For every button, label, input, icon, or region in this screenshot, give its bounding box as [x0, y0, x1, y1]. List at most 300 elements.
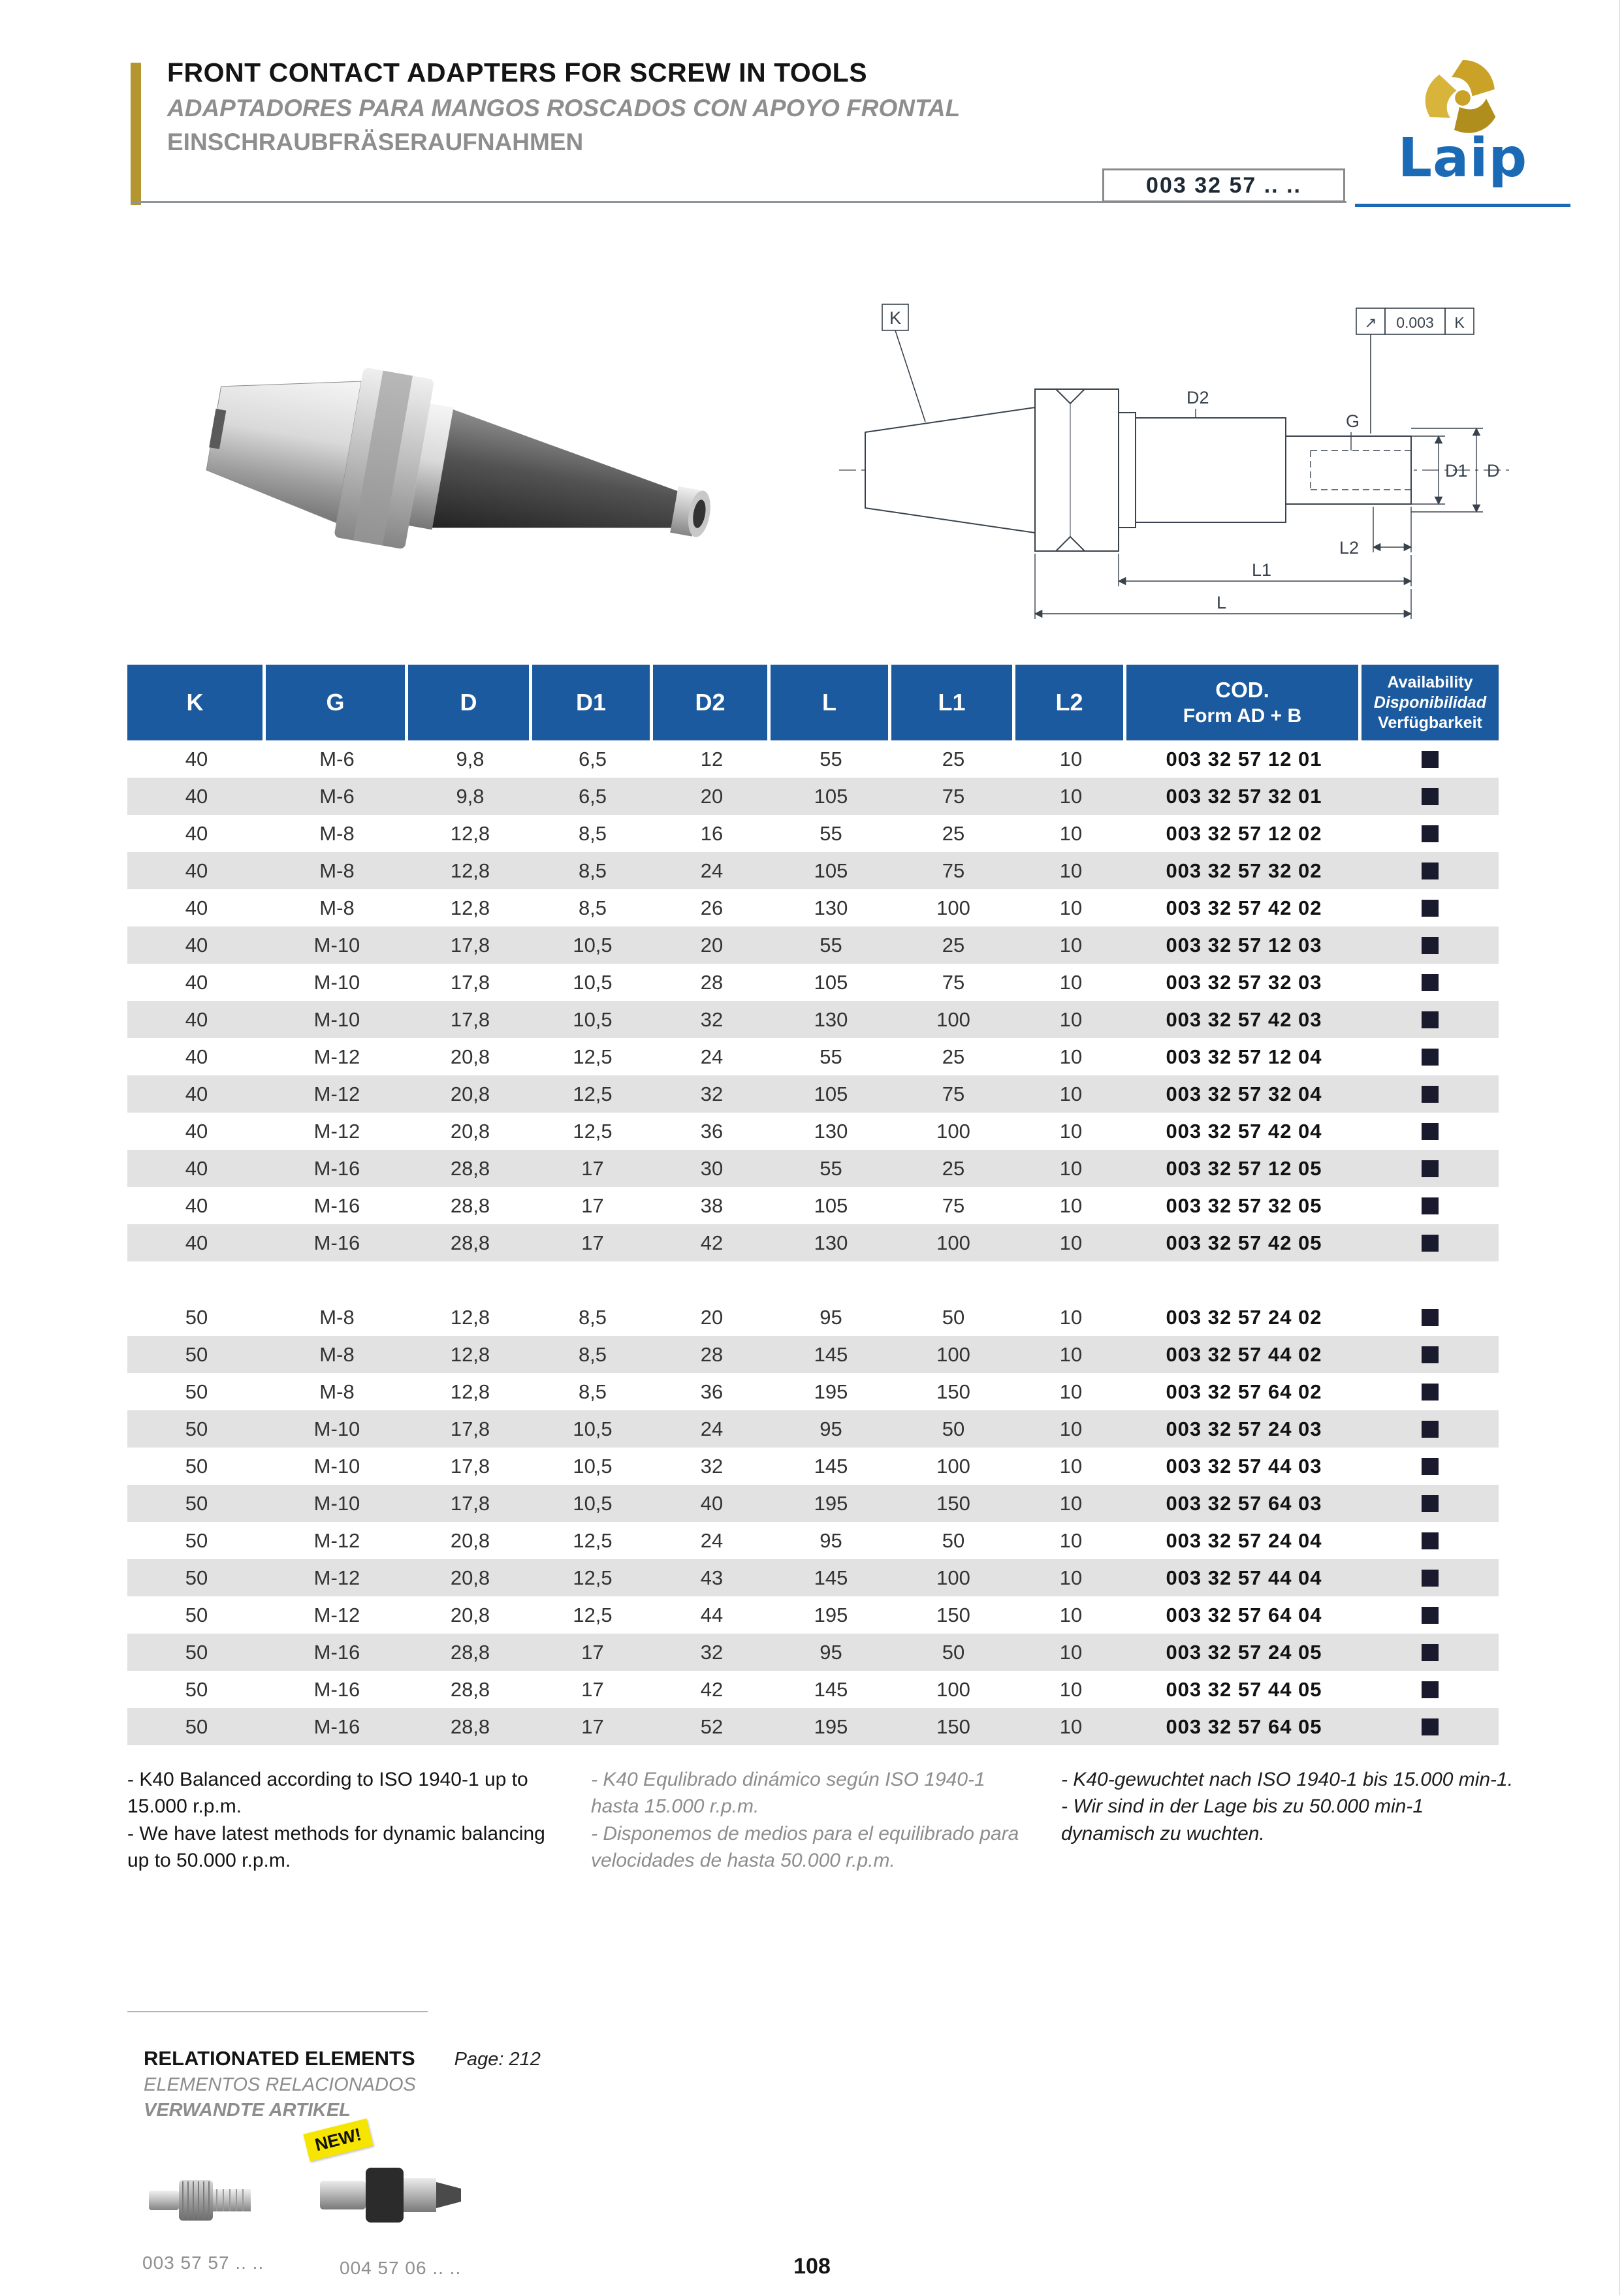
table-cell: 150 [936, 1491, 970, 1515]
availability-square [1422, 825, 1439, 842]
table-cell: 50 [942, 1528, 965, 1552]
table-cell: M-8 [319, 821, 355, 845]
table-cell: 100 [936, 896, 970, 919]
table-row [127, 1373, 1499, 1410]
table-cell-cod: 003 32 57 44 02 [1166, 1342, 1322, 1366]
table-cell-cod: 003 32 57 12 03 [1166, 933, 1322, 957]
page-edge-line [1619, 0, 1620, 2295]
table-cell: 40 [185, 747, 208, 770]
table-cell: 55 [820, 933, 842, 957]
table-cell: 10 [1059, 1715, 1083, 1738]
new-badge: NEW! [303, 2119, 373, 2162]
table-cell: M-10 [313, 970, 360, 994]
table-cell: 50 [185, 1603, 208, 1626]
table-cell: 100 [936, 1119, 970, 1143]
table-row [127, 1559, 1499, 1596]
table-cell: 17,8 [450, 933, 490, 957]
table-cell: 10,5 [573, 970, 613, 994]
table-cell: M-8 [319, 1380, 355, 1403]
table-cell: 10 [1059, 821, 1083, 845]
table-cell: 17 [581, 1640, 604, 1664]
table-cell: 12,5 [573, 1566, 613, 1589]
table-cell: 10 [1059, 896, 1083, 919]
table-cell: 50 [185, 1380, 208, 1403]
table-cell: 10 [1059, 1603, 1083, 1626]
table-cell: 12,5 [573, 1528, 613, 1552]
table-cell: 12,5 [573, 1045, 613, 1068]
table-row [127, 778, 1499, 815]
page-number: 108 [793, 2254, 831, 2279]
availability-square [1422, 1235, 1439, 1252]
table-row [127, 1485, 1499, 1522]
table-cell-availability [1361, 778, 1499, 815]
table-cell-availability [1361, 1224, 1499, 1261]
table-cell: M-12 [313, 1119, 360, 1143]
brand-logo [1355, 55, 1570, 202]
table-cell: 40 [185, 933, 208, 957]
table-cell: 8,5 [578, 1305, 607, 1329]
table-cell-availability [1361, 1373, 1499, 1410]
table-cell: 6,5 [578, 747, 607, 770]
technical-drawing [826, 294, 1528, 663]
table-cell: 10,5 [573, 1007, 613, 1031]
related-divider [127, 2011, 428, 2012]
availability-square [1422, 1681, 1439, 1698]
related-item-code-1: 003 57 57 .. .. [142, 2253, 264, 2273]
table-cell-availability [1361, 1596, 1499, 1634]
spec-table [127, 665, 1499, 1745]
col-header-k: K [127, 665, 266, 740]
availability-square [1422, 974, 1439, 991]
label-l2: L2 [1339, 538, 1360, 558]
table-cell: 50 [942, 1417, 965, 1440]
table-cell: 20,8 [450, 1045, 490, 1068]
table-cell: 20,8 [450, 1082, 490, 1105]
table-cell: 50 [185, 1677, 208, 1701]
page-title-spanish: ADAPTADORES PARA MANGOS ROSCADOS CON APOYO FRONTAL [167, 95, 961, 121]
table-cell: M-16 [313, 1231, 360, 1254]
availability-square [1422, 1160, 1439, 1177]
availability-square [1422, 1458, 1439, 1475]
table-cell: 28,8 [450, 1677, 490, 1701]
table-cell: 10 [1059, 1007, 1083, 1031]
table-cell: M-16 [313, 1677, 360, 1701]
table-cell: M-8 [319, 1305, 355, 1329]
table-cell: 25 [942, 933, 965, 957]
table-cell: 40 [185, 1231, 208, 1254]
table-cell: 105 [814, 970, 848, 994]
table-cell: 17,8 [450, 1007, 490, 1031]
tool-holder-image [150, 300, 751, 653]
availability-square [1422, 1309, 1439, 1326]
availability-header-en: Availability [1387, 673, 1473, 691]
table-cell-cod: 003 32 57 12 04 [1166, 1045, 1322, 1068]
availability-square [1422, 863, 1439, 879]
note-line: - We have latest methods for dynamic balancing up to 50.000 r.p.m. [127, 1822, 545, 1872]
table-cell: 40 [185, 1045, 208, 1068]
label-g: G [1346, 411, 1360, 431]
availability-square [1422, 1644, 1439, 1661]
table-group-gap [127, 1261, 1499, 1299]
related-title-de: VERWANDTE ARTIKEL [144, 2100, 351, 2121]
col-header-g: G [266, 665, 408, 740]
table-cell: 55 [820, 1045, 842, 1068]
table-cell-cod: 003 32 57 12 01 [1166, 747, 1322, 770]
note-line: - K40 Equlibrado dinámico según ISO 1940-1 hasta 15.000 r.p.m. [591, 1769, 985, 1818]
table-cell-cod: 003 32 57 42 05 [1166, 1231, 1322, 1254]
page-title-german: EINSCHRAUBFRÄSERAUFNAHMEN [167, 129, 584, 155]
table-cell: 50 [185, 1417, 208, 1440]
accent-bar [131, 63, 141, 205]
table-cell: 10 [1059, 933, 1083, 957]
table-cell: 10 [1059, 1454, 1083, 1478]
availability-square [1422, 1718, 1439, 1735]
table-cell: 20,8 [450, 1528, 490, 1552]
table-cell: M-6 [319, 784, 355, 808]
table-cell: 10 [1059, 1305, 1083, 1329]
availability-square [1422, 1532, 1439, 1549]
table-cell: 10 [1059, 1045, 1083, 1068]
table-cell-cod: 003 32 57 12 05 [1166, 1156, 1322, 1180]
related-elements-block [144, 2047, 541, 2121]
availability-square [1422, 1607, 1439, 1624]
table-cell: M-12 [313, 1566, 360, 1589]
table-cell: 24 [700, 859, 724, 882]
table-cell: 20 [700, 1305, 724, 1329]
table-cell: 36 [700, 1380, 724, 1403]
table-cell: 130 [814, 896, 848, 919]
table-cell: 75 [942, 784, 965, 808]
table-cell: 25 [942, 1045, 965, 1068]
page-title: FRONT CONTACT ADAPTERS FOR SCREW IN TOOLS [167, 57, 868, 87]
col-header-l1: L1 [891, 665, 1015, 740]
table-cell-cod: 003 32 57 44 03 [1166, 1454, 1322, 1478]
table-header-row [127, 665, 1499, 740]
table-row [127, 1001, 1499, 1038]
table-cell: M-12 [313, 1528, 360, 1552]
table-cell: 12,8 [450, 1305, 490, 1329]
availability-square [1422, 937, 1439, 954]
table-cell: 20 [700, 784, 724, 808]
logo-underline [1355, 204, 1570, 207]
cod-header-line1: COD. [1215, 678, 1269, 702]
table-cell: 12,5 [573, 1603, 613, 1626]
related-title-en: RELATIONATED ELEMENTS [144, 2047, 415, 2070]
table-cell: 28,8 [450, 1156, 490, 1180]
label-k: K [889, 308, 902, 328]
dim-l2 [1373, 507, 1411, 552]
table-cell: 150 [936, 1380, 970, 1403]
table-cell: M-10 [313, 1007, 360, 1031]
table-cell: 28,8 [450, 1715, 490, 1738]
table-cell-availability [1361, 1038, 1499, 1075]
table-cell: 9,8 [456, 784, 485, 808]
table-cell: 10 [1059, 1417, 1083, 1440]
table-cell: 50 [185, 1342, 208, 1366]
table-cell: 12,8 [450, 821, 490, 845]
table-cell: 10,5 [573, 1417, 613, 1440]
availability-square [1422, 1346, 1439, 1363]
table-row [127, 1299, 1499, 1336]
table-cell: 12 [700, 747, 724, 770]
table-cell: 10 [1059, 970, 1083, 994]
table-cell-availability [1361, 740, 1499, 778]
table-cell: M-12 [313, 1082, 360, 1105]
table-row [127, 1448, 1499, 1485]
table-cell-cod: 003 32 57 32 02 [1166, 859, 1322, 882]
table-cell-availability [1361, 1187, 1499, 1224]
table-cell: 12,8 [450, 1342, 490, 1366]
table-row [127, 1671, 1499, 1708]
table-cell: 95 [820, 1417, 842, 1440]
table-cell-cod: 003 32 57 32 01 [1166, 784, 1322, 808]
table-cell: 28 [700, 970, 724, 994]
table-cell-availability [1361, 1559, 1499, 1596]
table-cell: 50 [185, 1305, 208, 1329]
availability-square [1422, 788, 1439, 805]
table-cell: 17,8 [450, 1491, 490, 1515]
table-cell: 42 [700, 1231, 724, 1254]
table-cell: 105 [814, 784, 848, 808]
table-cell: 50 [185, 1566, 208, 1589]
table-cell: M-12 [313, 1045, 360, 1068]
table-cell: 100 [936, 1454, 970, 1478]
table-cell: 12,8 [450, 1380, 490, 1403]
table-row [127, 964, 1499, 1001]
table-cell: 40 [185, 1119, 208, 1143]
related-item-photo-2 [313, 2140, 470, 2248]
table-cell-cod: 003 32 57 12 02 [1166, 821, 1322, 845]
related-page-ref: Page: 212 [454, 2049, 541, 2070]
table-cell: 10 [1059, 1640, 1083, 1664]
table-cell: 105 [814, 1194, 848, 1217]
table-cell: 50 [185, 1491, 208, 1515]
table-cell-cod: 003 32 57 32 05 [1166, 1194, 1322, 1217]
table-cell: 24 [700, 1417, 724, 1440]
table-cell: 28 [700, 1342, 724, 1366]
cod-header-line2: Form AD + B [1183, 705, 1302, 727]
table-cell-availability [1361, 852, 1499, 889]
table-cell: M-8 [319, 896, 355, 919]
table-cell: 12,5 [573, 1082, 613, 1105]
table-cell: 100 [936, 1007, 970, 1031]
table-cell: 95 [820, 1640, 842, 1664]
table-cell-availability [1361, 1150, 1499, 1187]
table-cell: 40 [185, 970, 208, 994]
table-cell: 8,5 [578, 1380, 607, 1403]
table-cell: 40 [700, 1491, 724, 1515]
table-cell-availability [1361, 1448, 1499, 1485]
table-cell: 75 [942, 1082, 965, 1105]
runout-value: 0.003 [1396, 314, 1434, 331]
table-cell: 40 [185, 784, 208, 808]
table-cell: M-10 [313, 1454, 360, 1478]
table-cell: 75 [942, 859, 965, 882]
table-cell: 32 [700, 1007, 724, 1031]
table-cell: 145 [814, 1342, 848, 1366]
table-cell-availability [1361, 1485, 1499, 1522]
table-cell: 10 [1059, 1566, 1083, 1589]
table-cell: 95 [820, 1305, 842, 1329]
table-cell-cod: 003 32 57 24 04 [1166, 1528, 1322, 1552]
table-cell-cod: 003 32 57 32 03 [1166, 970, 1322, 994]
table-cell: 20,8 [450, 1566, 490, 1589]
table-cell-availability [1361, 1336, 1499, 1373]
table-row [127, 1224, 1499, 1261]
table-cell: 20,8 [450, 1119, 490, 1143]
table-cell: M-6 [319, 747, 355, 770]
col-header-availability [1361, 665, 1499, 740]
table-cell: M-16 [313, 1715, 360, 1738]
table-cell: 75 [942, 1194, 965, 1217]
table-cell-availability [1361, 889, 1499, 926]
table-cell: 50 [185, 1454, 208, 1478]
table-cell: 50 [185, 1528, 208, 1552]
table-row [127, 1522, 1499, 1559]
table-row [127, 926, 1499, 964]
table-cell: 17 [581, 1194, 604, 1217]
table-cell-cod: 003 32 57 42 03 [1166, 1007, 1322, 1031]
table-cell: M-16 [313, 1194, 360, 1217]
product-code: 003 32 57 .. .. [1146, 172, 1301, 198]
table-cell-availability [1361, 1634, 1499, 1671]
table-cell: 10 [1059, 1156, 1083, 1180]
table-cell: 145 [814, 1677, 848, 1701]
table-cell-cod: 003 32 57 64 02 [1166, 1380, 1322, 1403]
notes-german [1061, 1766, 1518, 1847]
table-row [127, 1336, 1499, 1373]
table-cell: 10 [1059, 1342, 1083, 1366]
table-cell: 10,5 [573, 1491, 613, 1515]
brand-logo-text: Laip [1397, 127, 1528, 189]
table-cell: 145 [814, 1454, 848, 1478]
table-cell: 42 [700, 1677, 724, 1701]
table-row [127, 740, 1499, 778]
col-header-cod [1126, 665, 1361, 740]
table-cell-availability [1361, 1522, 1499, 1559]
table-cell-cod: 003 32 57 24 05 [1166, 1640, 1322, 1664]
table-cell: 17 [581, 1715, 604, 1738]
table-cell: 25 [942, 1156, 965, 1180]
table-cell: 50 [942, 1640, 965, 1664]
table-cell: 55 [820, 747, 842, 770]
table-cell: 52 [700, 1715, 724, 1738]
table-cell-cod: 003 32 57 42 04 [1166, 1119, 1322, 1143]
table-cell: 10 [1059, 1082, 1083, 1105]
table-row [127, 1708, 1499, 1745]
table-cell: 12,8 [450, 859, 490, 882]
table-cell: 12,8 [450, 896, 490, 919]
table-cell: 17 [581, 1677, 604, 1701]
dimension-drawing [826, 294, 1528, 659]
table-cell: 25 [942, 747, 965, 770]
availability-square [1422, 1570, 1439, 1587]
table-cell: 10 [1059, 1194, 1083, 1217]
table-cell: 150 [936, 1603, 970, 1626]
table-cell-cod: 003 32 57 44 04 [1166, 1566, 1322, 1589]
availability-square [1422, 1049, 1439, 1066]
table-cell: 10,5 [573, 1454, 613, 1478]
table-cell-cod: 003 32 57 64 05 [1166, 1715, 1322, 1738]
table-cell: 195 [814, 1491, 848, 1515]
table-cell: 28,8 [450, 1231, 490, 1254]
table-cell: 50 [942, 1305, 965, 1329]
table-cell: 40 [185, 1007, 208, 1031]
col-header-l2: L2 [1015, 665, 1126, 740]
table-cell-cod: 003 32 57 32 04 [1166, 1082, 1322, 1105]
table-cell: 17,8 [450, 1454, 490, 1478]
table-cell: 28,8 [450, 1194, 490, 1217]
table-row [127, 1634, 1499, 1671]
table-cell: 44 [700, 1603, 724, 1626]
table-cell: 20 [700, 933, 724, 957]
table-cell: 150 [936, 1715, 970, 1738]
table-cell: 195 [814, 1603, 848, 1626]
col-header-d1: D1 [532, 665, 653, 740]
runout-symbol-icon: ↗ [1364, 314, 1377, 331]
availability-square [1422, 1421, 1439, 1438]
table-cell: 100 [936, 1677, 970, 1701]
table-cell: 55 [820, 821, 842, 845]
availability-square [1422, 1123, 1439, 1140]
product-code-box [1102, 168, 1345, 202]
table-cell: 50 [185, 1640, 208, 1664]
table-cell-availability [1361, 1299, 1499, 1336]
table-cell: 195 [814, 1380, 848, 1403]
table-cell-availability [1361, 1671, 1499, 1708]
note-line: - K40-gewuchtet nach ISO 1940-1 bis 15.000 min-1. [1061, 1769, 1514, 1790]
table-cell: 105 [814, 1082, 848, 1105]
table-cell: 40 [185, 1156, 208, 1180]
table-row [127, 1187, 1499, 1224]
table-cell: 10,5 [573, 933, 613, 957]
col-header-d2: D2 [653, 665, 771, 740]
label-d1: D1 [1445, 461, 1468, 481]
table-row [127, 1075, 1499, 1113]
availability-header-de: Verfügbarkeit [1378, 713, 1482, 732]
table-row [127, 1596, 1499, 1634]
table-cell: M-12 [313, 1603, 360, 1626]
table-cell: 32 [700, 1640, 724, 1664]
table-cell: M-16 [313, 1156, 360, 1180]
notes-spanish [591, 1766, 1022, 1875]
table-cell: 32 [700, 1082, 724, 1105]
table-cell: 10 [1059, 1677, 1083, 1701]
col-header-d: D [408, 665, 532, 740]
table-cell: 8,5 [578, 859, 607, 882]
table-cell: 8,5 [578, 896, 607, 919]
table-row [127, 1113, 1499, 1150]
notes-english [127, 1766, 558, 1875]
table-cell: 10 [1059, 1380, 1083, 1403]
table-cell: M-10 [313, 933, 360, 957]
table-cell-availability [1361, 815, 1499, 852]
runout-ref: K [1454, 314, 1465, 331]
table-cell: 24 [700, 1045, 724, 1068]
related-title-es: ELEMENTOS RELACIONADOS [144, 2074, 416, 2095]
table-cell-cod: 003 32 57 44 05 [1166, 1677, 1322, 1701]
table-cell: 24 [700, 1528, 724, 1552]
col-header-l: L [771, 665, 891, 740]
table-cell: 36 [700, 1119, 724, 1143]
table-cell: 17,8 [450, 970, 490, 994]
table-cell: 130 [814, 1119, 848, 1143]
table-cell: 10 [1059, 1119, 1083, 1143]
table-cell: 6,5 [578, 784, 607, 808]
table-row [127, 1410, 1499, 1448]
title-block [167, 57, 960, 156]
table-cell-availability [1361, 964, 1499, 1001]
